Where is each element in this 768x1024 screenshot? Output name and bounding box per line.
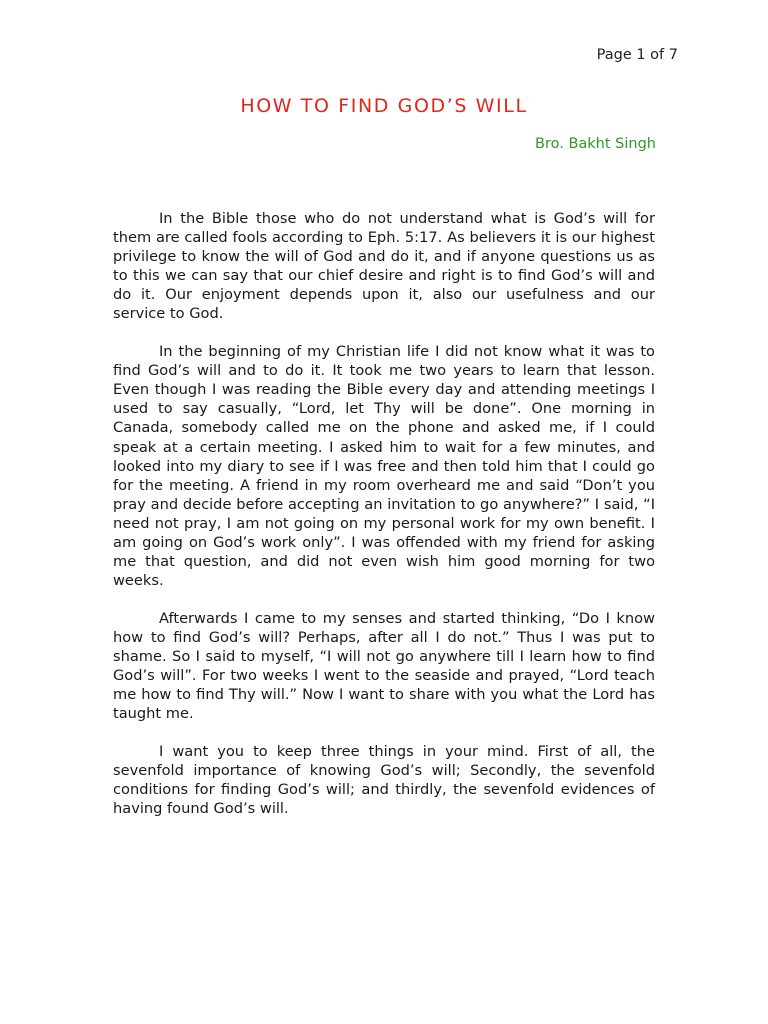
document-body bbox=[113, 209, 655, 837]
page-number: Page 1 of 7 bbox=[596, 47, 678, 63]
paragraph-1: In the Bible those who do not understand what is God’s will for them are called fools according to Eph. 5:17. As believers it is our highest privilege to know the will of God and do it, and if anyone questions us as to this we can say that our chief desire and right is to find God’s will and do it. Our enjoyment depends upon it, also our usefulness and our service to God. bbox=[113, 210, 655, 323]
paragraph-4: I want you to keep three things in your mind. First of all, the sevenfold importance of knowing God’s will; Secondly, the sevenfold conditions for finding God’s will; and thirdly, the sevenfold evidences of having found God’s will. bbox=[113, 743, 655, 818]
document-author: Bro. Bakht Singh bbox=[535, 136, 656, 152]
paragraph-2: In the beginning of my Christian life I did not know what it was to find God’s will and to do it. It took me two years to learn that lesson. Even though I was reading the Bible every day and attending meetings I used to say casually, “Lord, let Thy will be done”. One morning in Canada, somebody called me on the phone and asked me, if I could speak at a certain meeting. I asked him to wait for a few minutes, and looked into my diary to see if I was free and then told him that I could go for the meeting. A friend in my room overheard me and said “Don’t you pray and decide before accepting an invitation to go anywhere?” I said, “I need not pray, I am not going on my personal work for my own benefit. I am going on God’s work only”. I was offended with my friend for asking me that question, and did not even wish him good morning for two weeks. bbox=[113, 343, 655, 589]
paragraph-3: Afterwards I came to my senses and started thinking, “Do I know how to find God’s will? Perhaps, after all I do not.” Thus I was put to shame. So I said to myself, “I will not go anywhere till I learn how to find God’s will”. For two weeks I went to the seaside and prayed, “Lord teach me how to find Thy will.” Now I want to share with you what the Lord has taught me. bbox=[113, 609, 655, 723]
document-title: HOW TO FIND GOD’S WILL bbox=[240, 95, 528, 117]
